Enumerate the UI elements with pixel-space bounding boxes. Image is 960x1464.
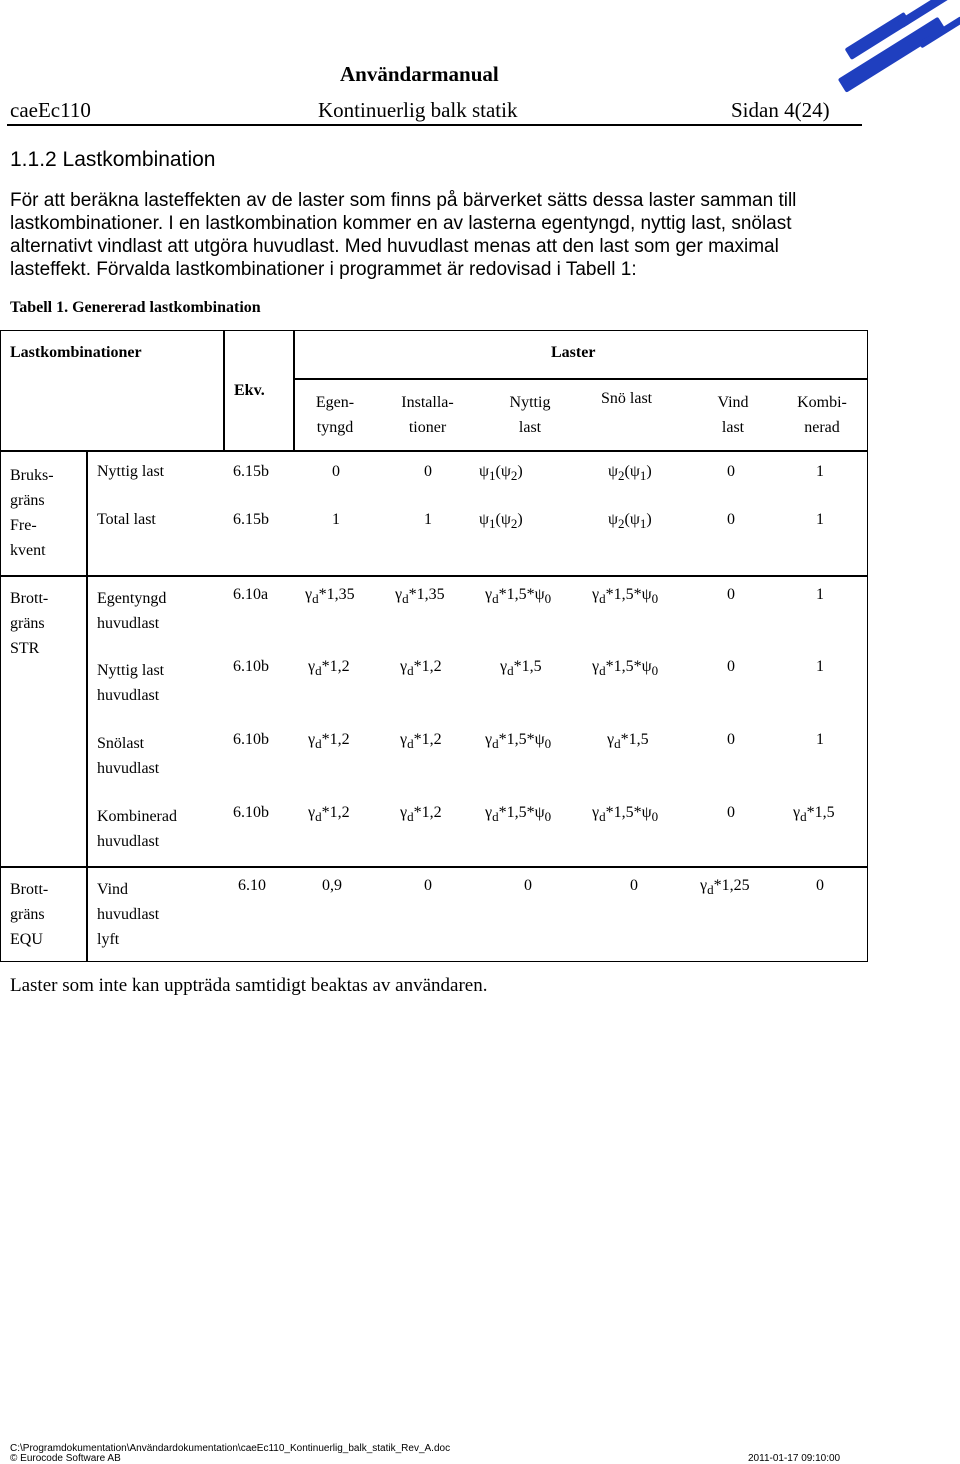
body-paragraph bbox=[10, 189, 860, 281]
sub: 2 bbox=[510, 468, 518, 483]
group-text: Brott- bbox=[10, 590, 49, 607]
row-total-last-eg: 1 bbox=[332, 511, 340, 528]
paragraph-line: För att beräkna lasteffekten av de laster som finns på bärverket sätts dessa laster samman till bbox=[10, 190, 797, 211]
sub: d bbox=[599, 663, 606, 678]
group-text: Brott- bbox=[10, 881, 49, 898]
gamma: γ bbox=[607, 731, 615, 748]
group-text: Fre- bbox=[10, 517, 37, 534]
grid-line bbox=[293, 330, 295, 450]
sub: d bbox=[492, 736, 499, 751]
row-snolast-name bbox=[97, 731, 159, 781]
gamma: γ bbox=[485, 586, 493, 603]
sub: d bbox=[407, 809, 414, 824]
row-egentyngd-sno bbox=[592, 586, 658, 607]
row-kombinerad-ekv: 6.10b bbox=[233, 804, 269, 821]
group-text: STR bbox=[10, 640, 40, 657]
row-name-text: huvudlast bbox=[97, 833, 160, 850]
manual-title: Användarmanual bbox=[340, 62, 499, 86]
row-nyttig-last-eg: 0 bbox=[332, 463, 340, 480]
sub: d bbox=[492, 591, 499, 606]
header-lastkombinationer: Lastkombinationer bbox=[10, 344, 142, 361]
grid-line bbox=[0, 866, 868, 868]
row-vind-inst: 0 bbox=[424, 877, 432, 894]
row-name-text: Nyttig last bbox=[97, 662, 165, 679]
sub: 2 bbox=[618, 516, 625, 531]
gamma: γ bbox=[395, 586, 403, 603]
row-snolast-inst bbox=[400, 731, 442, 752]
header-text: Egen- bbox=[315, 394, 355, 411]
header-text: Kombi- bbox=[797, 394, 847, 411]
sub: d bbox=[315, 809, 322, 824]
header-rule bbox=[7, 124, 862, 126]
row-snolast-nyt bbox=[485, 731, 551, 752]
sub: d bbox=[707, 882, 714, 897]
psi: ψ bbox=[500, 463, 511, 480]
psi: ψ bbox=[629, 463, 640, 480]
row-total-last-nyt: $\psi_1(\psi_2)$ bbox=[479, 511, 523, 531]
sub: d bbox=[402, 591, 409, 606]
row-vind-vind bbox=[700, 877, 750, 898]
row-name-text: Vind bbox=[97, 881, 129, 898]
psi: ψ bbox=[479, 511, 490, 528]
factor: *1,35 bbox=[408, 586, 445, 603]
footer-path: C:\Programdokumentation\Användardokumentation\caeEc110_Kontinuerlig_balk_statik_Rev_A.doc bbox=[10, 1443, 451, 1454]
row-snolast-komb: 1 bbox=[816, 731, 824, 748]
header-ekv: Ekv. bbox=[234, 382, 265, 399]
factor: *1,5*ψ bbox=[498, 804, 545, 821]
grid-line bbox=[86, 450, 88, 962]
gamma: γ bbox=[485, 804, 493, 821]
header-text: Nyttig bbox=[509, 394, 551, 411]
sub: d bbox=[407, 736, 414, 751]
psi: ψ bbox=[608, 511, 619, 528]
section-heading: 1.1.2 Lastkombination bbox=[10, 148, 216, 171]
sub: 2 bbox=[510, 516, 518, 531]
paragraph-line: alternativt vindlast att utgöra huvudlast. Med huvudlast menas att den last som ger maximal bbox=[10, 236, 779, 257]
header-text: tyngd bbox=[316, 419, 354, 436]
gamma: γ bbox=[592, 586, 600, 603]
header-text: tioner bbox=[408, 419, 447, 436]
load-combination-table bbox=[0, 330, 868, 962]
sub: d bbox=[507, 663, 514, 678]
row-nyttig-huvudlast-name bbox=[97, 658, 164, 708]
row-kombinerad-nyt bbox=[485, 804, 551, 825]
row-nyttig-huvudlast-vind: 0 bbox=[727, 658, 735, 675]
gamma: γ bbox=[700, 877, 708, 894]
header-text: nerad bbox=[804, 419, 840, 436]
gamma: γ bbox=[592, 658, 600, 675]
gamma: γ bbox=[308, 731, 316, 748]
sub: d bbox=[407, 663, 414, 678]
group-text: gräns bbox=[10, 492, 45, 509]
factor: *1,5 bbox=[513, 658, 542, 675]
row-nyttig-huvudlast-sno bbox=[592, 658, 658, 679]
header-text: Installa- bbox=[401, 394, 454, 411]
row-egentyngd-komb: 1 bbox=[816, 586, 824, 603]
row-egentyngd-inst bbox=[395, 586, 445, 607]
psi: ψ bbox=[500, 511, 511, 528]
factor: *1,5*ψ bbox=[498, 586, 545, 603]
header-sno-last: Snö last bbox=[601, 390, 653, 407]
row-vind-ekv: 6.10 bbox=[238, 877, 266, 894]
row-nyttig-last-vind: 0 bbox=[727, 463, 735, 480]
row-nyttig-last-komb: 1 bbox=[816, 463, 824, 480]
group-text: kvent bbox=[10, 542, 46, 559]
row-kombinerad-eg bbox=[308, 804, 350, 825]
sub: d bbox=[800, 809, 807, 824]
footer-date: 2011-01-17 09:10:00 bbox=[748, 1453, 841, 1464]
product-name: caeEc110 bbox=[10, 98, 91, 122]
sub: 1 bbox=[489, 468, 496, 483]
group-text: EQU bbox=[10, 931, 43, 948]
gamma: γ bbox=[500, 658, 508, 675]
grid-line bbox=[223, 330, 225, 450]
row-vind-komb: 0 bbox=[816, 877, 824, 894]
row-total-last-vind: 0 bbox=[727, 511, 735, 528]
row-name-text: huvudlast bbox=[97, 906, 160, 923]
row-egentyngd-nyt bbox=[485, 586, 551, 607]
table-note: Laster som inte kan uppträda samtidigt beaktas av användaren. bbox=[10, 975, 488, 996]
psi: ψ bbox=[629, 511, 640, 528]
group-text: Bruks- bbox=[10, 467, 54, 484]
grid-line bbox=[0, 450, 868, 452]
header-installationer bbox=[385, 390, 470, 440]
gamma: γ bbox=[592, 804, 600, 821]
row-name-text: huvudlast bbox=[97, 760, 160, 777]
factor: *1,2 bbox=[413, 804, 442, 821]
row-total-last-name: Total last bbox=[97, 511, 156, 528]
sub: d bbox=[492, 809, 499, 824]
sub: d bbox=[599, 809, 606, 824]
factor: *1,2 bbox=[413, 731, 442, 748]
row-kombinerad-inst bbox=[400, 804, 442, 825]
sub: 0 bbox=[544, 591, 552, 606]
group-text: gräns bbox=[10, 615, 45, 632]
sub: d bbox=[315, 663, 322, 678]
header-text: last bbox=[518, 419, 542, 436]
header-kombinerad bbox=[782, 390, 862, 440]
gamma: γ bbox=[305, 586, 313, 603]
gamma: γ bbox=[308, 804, 316, 821]
row-egentyngd-name bbox=[97, 586, 166, 636]
row-vind-nyt: 0 bbox=[524, 877, 532, 894]
sub: 0 bbox=[651, 591, 659, 606]
gamma: γ bbox=[400, 804, 408, 821]
row-name-text: huvudlast bbox=[97, 615, 160, 632]
row-egentyngd-vind: 0 bbox=[727, 586, 735, 603]
row-nyttig-last-ekv: 6.15b bbox=[233, 463, 269, 480]
sub: 1 bbox=[639, 516, 647, 531]
header-laster: Laster bbox=[551, 344, 596, 361]
factor: *1,2 bbox=[321, 731, 350, 748]
grid-line bbox=[0, 575, 868, 577]
factor: *1,5*ψ bbox=[605, 804, 652, 821]
row-nyttig-huvudlast-nyt bbox=[500, 658, 542, 679]
sub: d bbox=[315, 736, 322, 751]
sub: 2 bbox=[618, 468, 625, 483]
factor: *1,5*ψ bbox=[605, 586, 652, 603]
row-nyttig-huvudlast-eg bbox=[308, 658, 350, 679]
eurocode-logo bbox=[840, 0, 960, 90]
factor: *1,5*ψ bbox=[605, 658, 652, 675]
sub: d bbox=[599, 591, 606, 606]
factor: *1,35 bbox=[318, 586, 355, 603]
table-caption: Tabell 1. Genererad lastkombination bbox=[10, 299, 261, 316]
psi: ψ bbox=[479, 463, 490, 480]
row-egentyngd-eg bbox=[305, 586, 355, 607]
row-name-text: huvudlast bbox=[97, 687, 160, 704]
row-snolast-eg bbox=[308, 731, 350, 752]
row-egentyngd-ekv: 6.10a bbox=[233, 586, 269, 603]
row-nyttig-last-name: Nyttig last bbox=[97, 463, 165, 480]
factor: *1,5*ψ bbox=[498, 731, 545, 748]
row-nyttig-huvudlast-komb: 1 bbox=[816, 658, 824, 675]
group-label-bruksgrans bbox=[10, 463, 54, 563]
factor: *1,2 bbox=[413, 658, 442, 675]
grid-line bbox=[293, 378, 868, 380]
row-total-last-sno: $\psi_2(\psi_1)$ bbox=[608, 511, 652, 531]
sub: 1 bbox=[639, 468, 647, 483]
footer-copyright: © Eurocode Software AB bbox=[10, 1453, 121, 1464]
header-text: Vind bbox=[717, 394, 749, 411]
header-vind-last bbox=[698, 390, 768, 440]
row-vind-sno: 0 bbox=[630, 877, 638, 894]
row-snolast-ekv: 6.10b bbox=[233, 731, 269, 748]
header-egentyngd bbox=[300, 390, 370, 440]
row-kombinerad-vind: 0 bbox=[727, 804, 735, 821]
row-snolast-vind: 0 bbox=[727, 731, 735, 748]
row-total-last-ekv: 6.15b bbox=[233, 511, 269, 528]
row-nyttig-huvudlast-inst bbox=[400, 658, 442, 679]
sub: 0 bbox=[544, 736, 552, 751]
sub: 0 bbox=[651, 809, 659, 824]
gamma: γ bbox=[485, 731, 493, 748]
row-nyttig-last-inst: 0 bbox=[424, 463, 432, 480]
document-title: Kontinuerlig balk statik bbox=[318, 98, 518, 122]
group-text: gräns bbox=[10, 906, 45, 923]
row-total-last-inst: 1 bbox=[424, 511, 432, 528]
factor: *1,5 bbox=[620, 731, 649, 748]
row-vind-name bbox=[97, 877, 159, 952]
row-name-text: Egentyngd bbox=[97, 590, 167, 607]
row-name-text: Snölast bbox=[97, 735, 145, 752]
factor: *1,25 bbox=[713, 877, 750, 894]
sub: 0 bbox=[544, 809, 552, 824]
factor: *1,2 bbox=[321, 658, 350, 675]
row-total-last-komb: 1 bbox=[816, 511, 824, 528]
factor: *1,5 bbox=[806, 804, 835, 821]
paragraph-line: lastkombinationer. I en lastkombination kommer en av lasterna egentyngd, nyttig last, snölast bbox=[10, 213, 792, 234]
row-kombinerad-name bbox=[97, 804, 177, 854]
row-nyttig-last-sno: $\psi_2(\psi_1)$ bbox=[608, 463, 652, 483]
row-name-text: Kombinerad bbox=[97, 808, 177, 825]
header-nyttig-last bbox=[490, 390, 570, 440]
row-kombinerad-sno bbox=[592, 804, 658, 825]
group-label-brottgrans-equ bbox=[10, 877, 48, 952]
page-number: Sidan 4(24) bbox=[731, 98, 830, 122]
gamma: γ bbox=[400, 658, 408, 675]
paragraph-line: lasteffekt. Förvalda lastkombinationer i programmet är redovisad i Tabell 1: bbox=[10, 259, 637, 280]
row-nyttig-last-nyt: $\psi_1(\psi_2)$ bbox=[479, 463, 523, 483]
gamma: γ bbox=[793, 804, 801, 821]
sub: d bbox=[614, 736, 621, 751]
sub: 1 bbox=[489, 516, 496, 531]
psi: ψ bbox=[608, 463, 619, 480]
header-text: last bbox=[721, 419, 745, 436]
row-nyttig-huvudlast-ekv: 6.10b bbox=[233, 658, 269, 675]
group-label-brottgrans-str bbox=[10, 586, 48, 661]
sub: d bbox=[312, 591, 319, 606]
row-name-text: lyft bbox=[97, 931, 120, 948]
gamma: γ bbox=[400, 731, 408, 748]
row-vind-eg: 0,9 bbox=[322, 877, 342, 894]
factor: *1,2 bbox=[321, 804, 350, 821]
gamma: γ bbox=[308, 658, 316, 675]
sub: 0 bbox=[651, 663, 659, 678]
row-kombinerad-komb bbox=[793, 804, 835, 825]
row-snolast-sno bbox=[607, 731, 649, 752]
